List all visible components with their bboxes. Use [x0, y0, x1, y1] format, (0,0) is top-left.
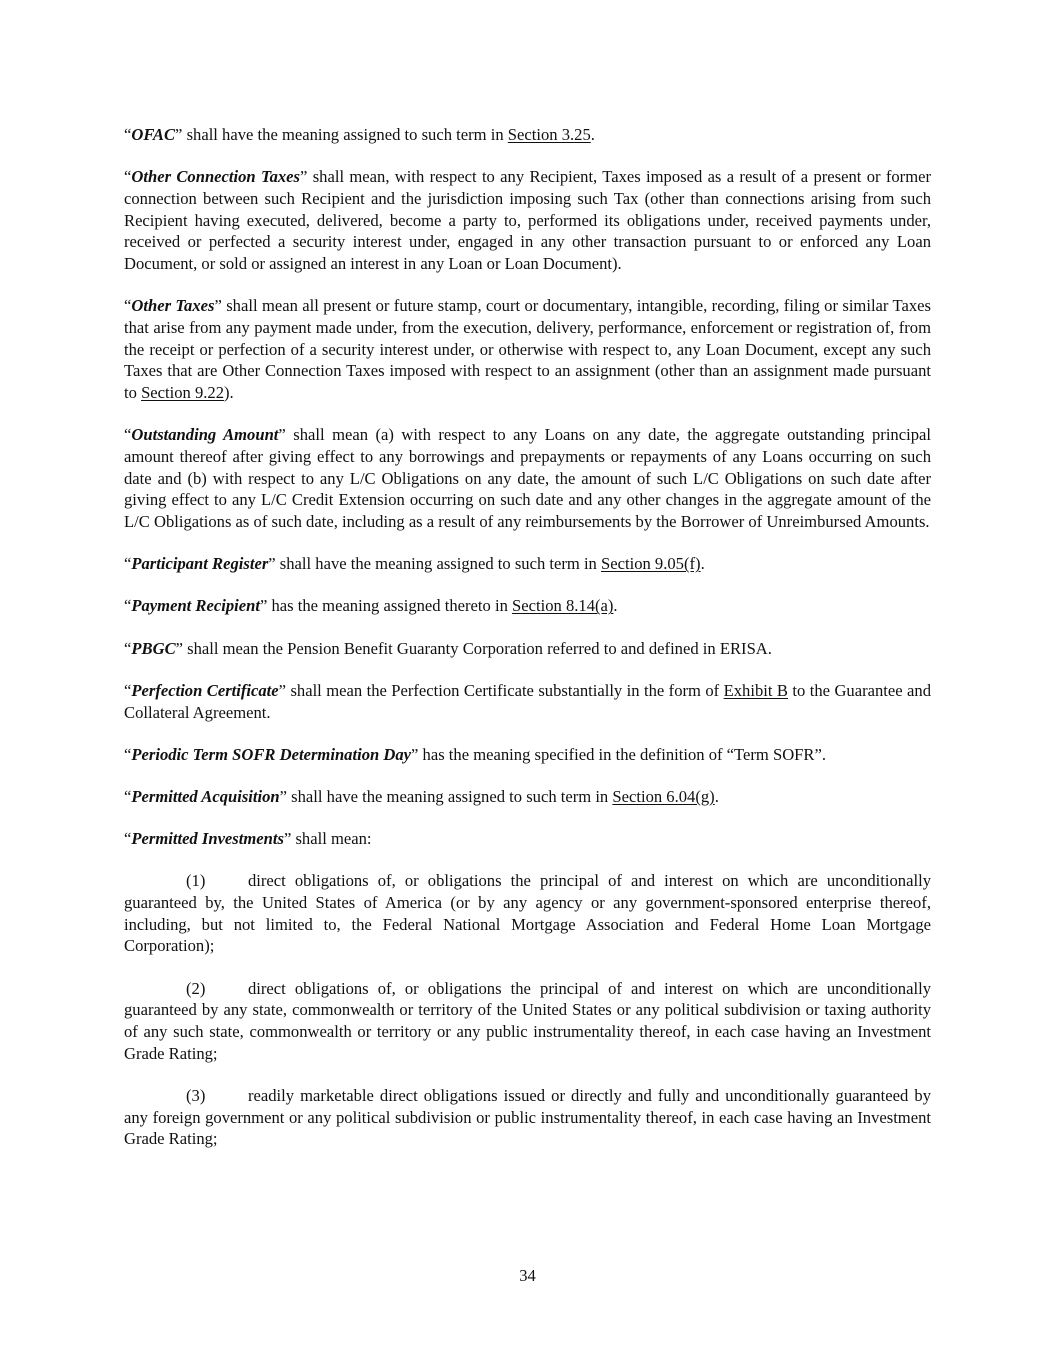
definition-text: shall mean all present or future stamp, court or documentary, intangible, recording, filing or similar Taxes that arise from any payment made under, from the execution, delivery, performance, enforcement or registration of, from the receipt or perfection of a security interest under, or otherwise with respect to, any Loan Document, except any such Taxes that are Other Connection Taxes imposed with respect to an assignment (other than an assignment made pursuant to [124, 296, 932, 403]
definition-periodic-term-sofr-determination-day: “Periodic Term SOFR Determination Day” has the meaning specified in the definition of “Term SOFR”. [124, 744, 826, 764]
section-reference: Section 3.25 [507, 125, 591, 144]
definition-text: has the meaning assigned thereto in [267, 596, 513, 616]
definition-ofac: “OFAC” shall have the meaning assigned to such term in Section 3.25. [124, 125, 595, 144]
definition-text: . [613, 596, 618, 616]
definition-text: has the meaning specified in the definition of “Term SOFR”. [418, 744, 826, 764]
list-item [124, 1085, 931, 1150]
definition-text: shall mean, with respect to any Recipient, Taxes imposed as a result of a present or former connection between such Recipient and the jurisdiction imposing such Tax (other than connections arising from such Recipient having executed, delivered, become a party to, performed its obligations under, received payments under, received or perfected a security interest under, engaged in any other transaction pursuant to or enforced any Loan Document, or sold or assigned an interest in any Loan or Loan Document). [124, 167, 931, 274]
definition-text: shall have the meaning assigned to such term in [182, 125, 508, 144]
defined-term: Outstanding Amount [131, 425, 279, 445]
definition-other-taxes: “Other Taxes” shall mean all present or future stamp, court or documentary, intangible, recording, filing or similar Taxes that arise from any payment made under, from the execution, delivery, performance, enforcement or registration of, from the receipt or perfection of a security interest under, or otherwise with respect to, any Loan Document, except any such Taxes that are Other Connection Taxes imposed with respect to an assignment (other than an assignment made pursuant to Section 9.22). [124, 296, 932, 403]
page-number: 34 [519, 1266, 536, 1285]
definition-text: shall have the meaning assigned to such term in [275, 554, 602, 574]
section-reference: Section 6.04(g) [612, 786, 715, 806]
list-item [124, 978, 931, 1065]
defined-term: Perfection Certificate [131, 680, 279, 700]
definition-text: to the Guarantee and Collateral Agreement. [124, 680, 932, 722]
defined-term: Participant Register [131, 554, 269, 574]
definition-text: shall mean the Perfection Certificate substantially in the form of [286, 680, 724, 700]
definition-text: . [590, 125, 595, 144]
definition-text: ). [224, 383, 234, 403]
item-number: (1) [186, 871, 206, 891]
item-text: direct obligations of, or obligations the principal of and interest on which are unconditionally guaranteed by any state, commonwealth or territory of the United States or any political subdivision or taxing authority of any such state, commonwealth or territory or any public instrumentality thereof, in each case having an Investment Grade Rating; [124, 978, 931, 1063]
definition-text: . [700, 554, 705, 574]
definition-text: . [714, 786, 719, 806]
defined-term: Periodic Term SOFR Determination Day [131, 744, 412, 764]
definition-other-connection-taxes: “Other Connection Taxes” shall mean, with respect to any Recipient, Taxes imposed as a result of a present or former connection between such Recipient and the jurisdiction imposing such Tax (other than connections arising from such Recipient having executed, delivered, become a party to, performed its obligations under, received payments under, received or perfected a security interest under, engaged in any other transaction pursuant to or enforced any Loan Document, or sold or assigned an interest in any Loan or Loan Document). [124, 167, 931, 274]
defined-term: Other Connection Taxes [131, 167, 301, 187]
item-number: (3) [186, 1086, 206, 1105]
section-reference: Section 9.05(f) [601, 554, 701, 574]
defined-term: Payment Recipient [131, 596, 260, 616]
definition-text: shall mean: [291, 829, 372, 849]
definition-text: shall mean (a) with respect to any Loans on any date, the aggregate outstanding principal amount thereof after giving effect to any borrowings and prepayments or repayments of any Loans occurring on such date and (b) with respect to any L/C Obligations on any date, the amount of such L/C Obligations on such date after giving effect to any L/C Credit Extension occurring on such date and any other changes in the aggregate amount of the L/C Obligations as of such date, including as a result of any reimbursements by the Borrower of Unreimbursed Amounts. [124, 425, 931, 532]
definition-outstanding-amount: “Outstanding Amount” shall mean (a) with respect to any Loans on any date, the aggregate outstanding principal amount thereof after giving effect to any borrowings and prepayments or repayments of any Loans occurring on such date and (b) with respect to any L/C Obligations on any date, the amount of such L/C Obligations on such date after giving effect to any L/C Credit Extension occurring on such date and any other changes in the aggregate amount of the L/C Obligations as of such date, including as a result of any reimbursements by the Borrower of Unreimbursed Amounts. [124, 425, 931, 532]
definition-pbgc: “PBGC” shall mean the Pension Benefit Guaranty Corporation referred to and defined in ERISA. [124, 638, 772, 658]
definition-text: shall have the meaning assigned to such term in [287, 786, 613, 806]
section-reference: Section 8.14(a) [512, 596, 614, 616]
definition-permitted-acquisition: “Permitted Acquisition” shall have the meaning assigned to such term in Section 6.04(g). [124, 786, 719, 806]
definition-payment-recipient: “Payment Recipient” has the meaning assigned thereto in Section 8.14(a). [124, 596, 618, 616]
definition-perfection-certificate: “Perfection Certificate” shall mean the Perfection Certificate substantially in the form of Exhibit B to the Guarantee and Collateral Agreement. [124, 680, 932, 722]
list-item [124, 870, 931, 957]
document-page [124, 124, 931, 1171]
definition-participant-register: “Participant Register” shall have the meaning assigned to such term in Section 9.05(f). [124, 554, 705, 574]
defined-term: Permitted Investments [131, 829, 284, 849]
defined-term: OFAC [131, 125, 176, 144]
section-reference: Section 9.22 [141, 383, 225, 403]
defined-term: Other Taxes [131, 296, 215, 316]
definition-permitted-investments: “Permitted Investments” shall mean: [124, 829, 372, 849]
item-text: readily marketable direct obligations issued or directly and fully and unconditionally guaranteed by any foreign government or any political subdivision or public instrumentality thereof, in each case having an Investment Grade Rating; [124, 1086, 931, 1149]
item-text: direct obligations of, or obligations the principal of and interest on which are unconditionally guaranteed by, the United States of America (or by any agency or any government-sponsored enterprise thereof, including, but not limited to, the Federal National Mortgage Association and Federal Home Loan Mortgage Corporation); [124, 871, 931, 956]
definition-text: shall mean the Pension Benefit Guaranty Corporation referred to and defined in ERISA. [183, 638, 772, 658]
defined-term: Permitted Acquisition [131, 786, 280, 806]
exhibit-reference: Exhibit B [723, 680, 788, 700]
item-number: (2) [186, 978, 206, 998]
defined-term: PBGC [131, 638, 176, 658]
